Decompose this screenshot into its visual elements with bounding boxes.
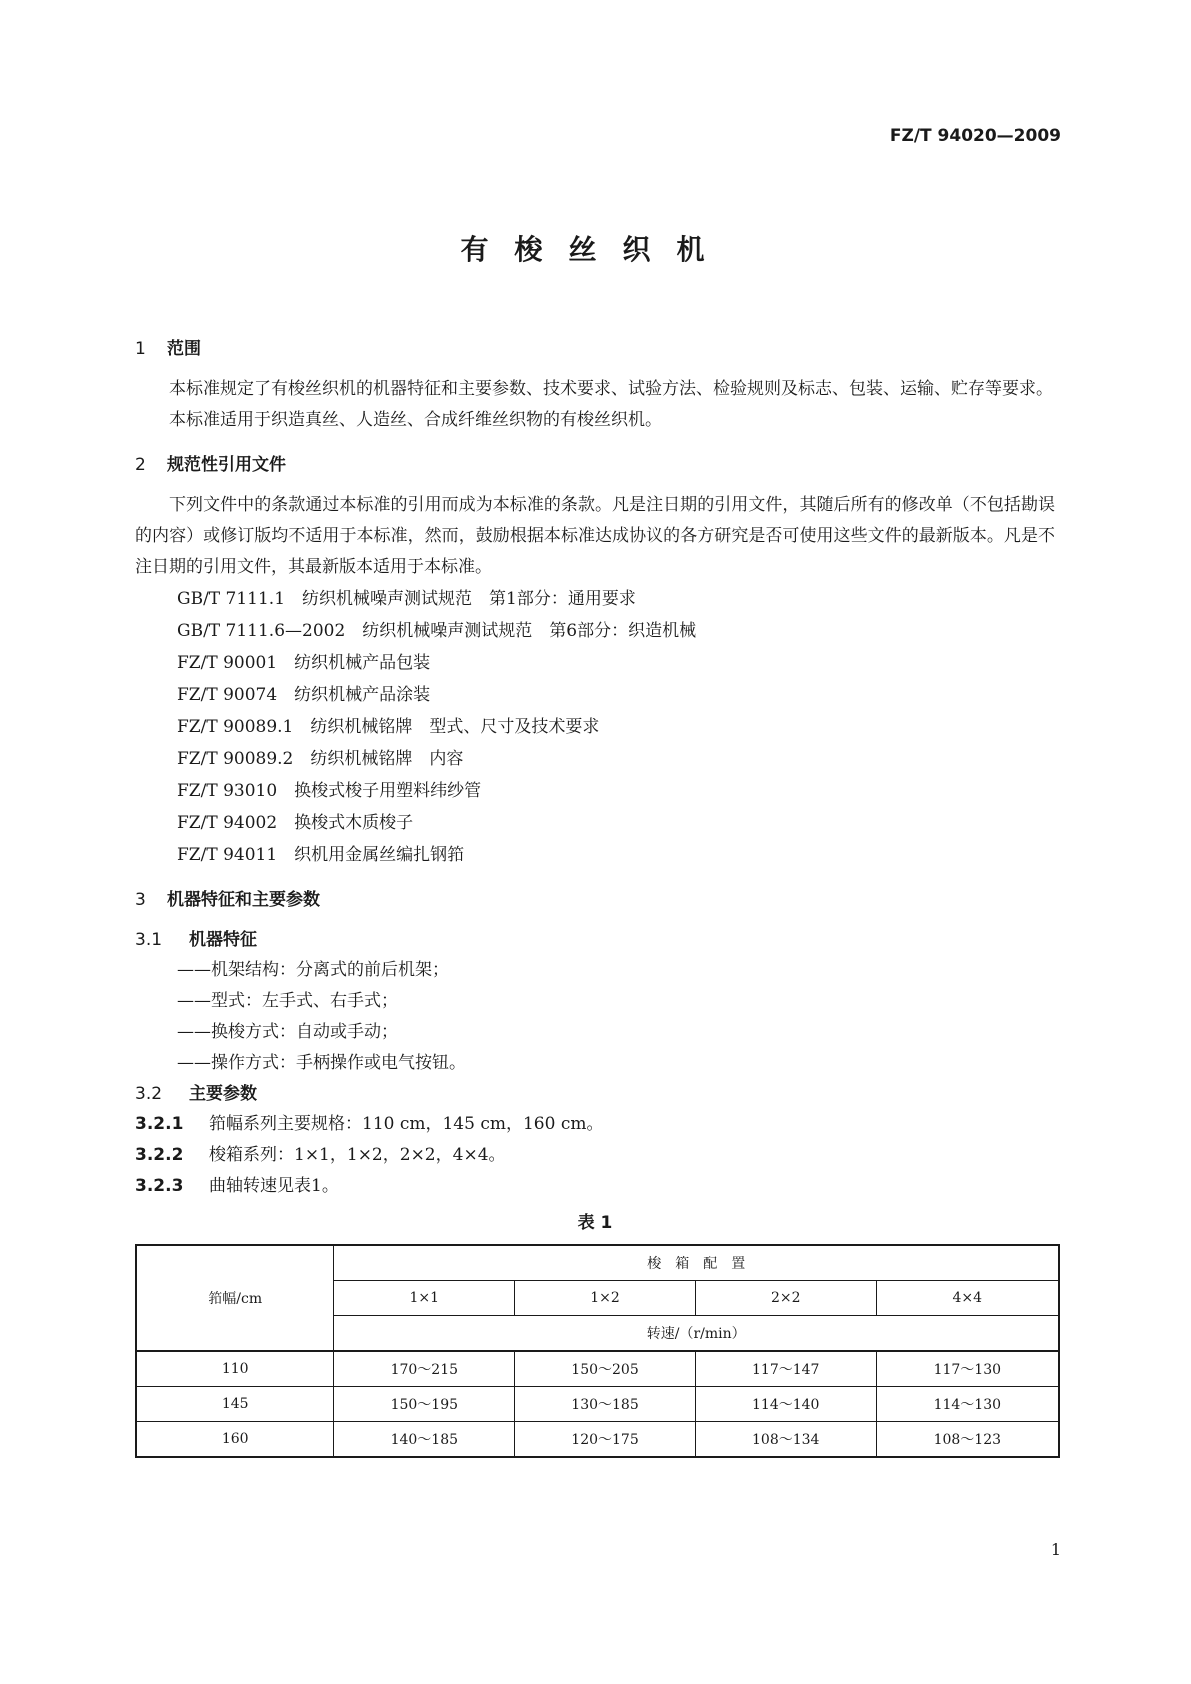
section-number: 3 — [135, 890, 146, 910]
unit-header-cell: 转速/（r/min） — [334, 1316, 1059, 1352]
reference-title: 纺织机械产品涂装 — [294, 685, 431, 705]
column-header-cell: 1×2 — [515, 1281, 696, 1316]
page-number: 1 — [1050, 1540, 1061, 1559]
table-caption: 表 1 — [577, 1213, 613, 1233]
table-cell: 108～123 — [876, 1422, 1059, 1458]
clause-text: 筘幅系列主要规格：110 cm，145 cm，160 cm。 — [209, 1114, 604, 1134]
subsection-number: 3.2 — [135, 1084, 163, 1104]
section-title: 机器特征和主要参数 — [167, 890, 320, 910]
reference-title: 织机用金属丝编扎钢筘 — [294, 845, 465, 865]
reference-title: 纺织机械铭牌 型式、尺寸及技术要求 — [310, 717, 600, 737]
section-number: 2 — [135, 455, 146, 475]
section-3-heading — [135, 885, 1055, 915]
subsection-number: 3.1 — [135, 930, 163, 950]
reference-title: 纺织机械噪声测试规范 第1部分：通用要求 — [302, 589, 636, 609]
section-1-heading — [135, 334, 1055, 364]
reference-item — [135, 583, 1055, 615]
reference-item — [135, 679, 1055, 711]
reference-title: 换梭式梭子用塑料纬纱管 — [294, 781, 482, 801]
table-cell: 140～185 — [334, 1422, 515, 1458]
table-cell: 160 — [136, 1422, 334, 1458]
subsection-3-2-heading — [135, 1079, 1055, 1109]
reference-title: 换梭式木质梭子 — [294, 813, 414, 833]
feature-item: ——机架结构：分离式的前后机架； — [177, 960, 449, 980]
reference-code: FZ/T 94011 — [177, 845, 278, 865]
row-header-cell: 筘幅/cm — [136, 1245, 334, 1351]
column-header-cell: 2×2 — [695, 1281, 876, 1316]
reference-item — [135, 711, 1055, 743]
subsection-3-1-heading — [135, 925, 1055, 955]
reference-item — [135, 615, 1055, 647]
table-cell: 150～205 — [515, 1351, 696, 1387]
feature-item: ——型式：左手式、右手式； — [177, 991, 398, 1011]
reference-code: FZ/T 94002 — [177, 813, 278, 833]
table-cell: 108～134 — [695, 1422, 876, 1458]
section-title: 范围 — [167, 339, 201, 359]
column-header-cell: 1×1 — [334, 1281, 515, 1316]
table-row — [136, 1351, 1059, 1387]
clause-number: 3.2.3 — [135, 1176, 184, 1196]
reference-code: FZ/T 90089.1 — [177, 717, 294, 737]
paragraph: 本标准适用于织造真丝、人造丝、合成纤维丝织物的有梭丝织机。 — [169, 410, 662, 430]
table-cell: 110 — [136, 1351, 334, 1387]
table-cell: 120～175 — [515, 1422, 696, 1458]
column-header-cell: 4×4 — [876, 1281, 1059, 1316]
table-cell: 117～147 — [695, 1351, 876, 1387]
speed-table — [135, 1244, 1060, 1458]
reference-title: 纺织机械产品包装 — [294, 653, 431, 673]
clause-text: 曲轴转速见表1。 — [209, 1176, 339, 1196]
subsection-title: 机器特征 — [189, 930, 257, 950]
paragraph: 下列文件中的条款通过本标准的引用而成为本标准的条款。凡是注日期的引用文件，其随后所有的修改单（不包括勘误的内容）或修订版均不适用于本标准，然而，鼓励根据本标准达成协议的各方研究是否可使用这些文件的最新版本。凡是不注日期的引用文件，其最新版本适用于本标准。 — [135, 495, 1055, 577]
reference-code: FZ/T 90074 — [177, 685, 278, 705]
parameter-item — [135, 1140, 1055, 1171]
table-cell: 117～130 — [876, 1351, 1059, 1387]
clause-text: 梭箱系列：1×1，1×2，2×2，4×4。 — [209, 1145, 506, 1165]
reference-code: FZ/T 90001 — [177, 653, 278, 673]
table-cell: 170～215 — [334, 1351, 515, 1387]
reference-title: 纺织机械铭牌 内容 — [310, 749, 464, 769]
table-cell: 130～185 — [515, 1387, 696, 1422]
reference-item — [135, 775, 1055, 807]
reference-item — [135, 647, 1055, 679]
section-title: 规范性引用文件 — [167, 455, 286, 475]
parameter-item — [135, 1171, 1055, 1202]
clause-number: 3.2.1 — [135, 1114, 184, 1134]
section-number: 1 — [135, 339, 146, 359]
reference-code: GB/T 7111.6—2002 — [177, 621, 346, 641]
feature-item: ——操作方式：手柄操作或电气按钮。 — [177, 1053, 466, 1073]
table-cell: 114～140 — [695, 1387, 876, 1422]
reference-code: FZ/T 93010 — [177, 781, 278, 801]
document-body — [135, 334, 1055, 1458]
reference-title: 纺织机械噪声测试规范 第6部分：织造机械 — [362, 621, 697, 641]
reference-item — [135, 839, 1055, 871]
reference-code: FZ/T 90089.2 — [177, 749, 294, 769]
group-header-cell: 梭 箱 配 置 — [334, 1245, 1059, 1281]
paragraph: 本标准规定了有梭丝织机的机器特征和主要参数、技术要求、试验方法、检验规则及标志、包装、运输、贮存等要求。 — [169, 379, 1053, 399]
table-row — [136, 1387, 1059, 1422]
table-cell: 150～195 — [334, 1387, 515, 1422]
section-2-heading — [135, 450, 1055, 480]
reference-item — [135, 743, 1055, 775]
feature-item: ——换梭方式：自动或手动； — [177, 1022, 398, 1042]
reference-code: GB/T 7111.1 — [177, 589, 286, 609]
table-cell: 114～130 — [876, 1387, 1059, 1422]
parameter-item — [135, 1109, 1055, 1140]
subsection-title: 主要参数 — [189, 1084, 257, 1104]
standard-number: FZ/T 94020—2009 — [889, 126, 1061, 146]
table-cell: 145 — [136, 1387, 334, 1422]
reference-item — [135, 807, 1055, 839]
clause-number: 3.2.2 — [135, 1145, 184, 1165]
document-title: 有梭丝织机 — [460, 233, 731, 266]
table-row — [136, 1422, 1059, 1458]
